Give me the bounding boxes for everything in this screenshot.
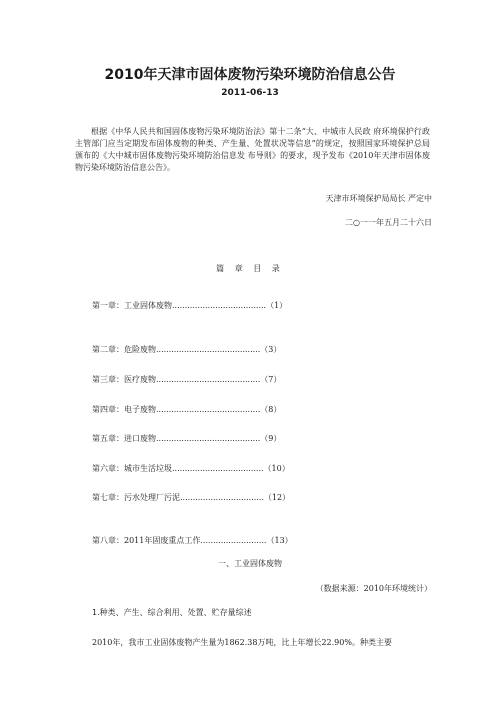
signature-date: 二○一一年五月二十六日: [345, 218, 432, 227]
section-title: 一、工业固体废物: [218, 559, 282, 568]
toc-item-chapter-3: 第三章：医疗废物.........................................（7）: [92, 375, 282, 384]
toc-item-chapter-4: 第四章：电子废物.........................................（8）: [92, 405, 282, 414]
toc-item-chapter-1: 第一章：工业固体废物.....................................（1）: [92, 301, 288, 310]
signature-org: 天津市环境保护局局长 严定中: [325, 194, 432, 203]
toc-item-chapter-2: 第二章：危险废物.........................................（3）: [92, 345, 282, 354]
section-subheading: 1.种类、产生、综合利用、处置、贮存量综述: [92, 608, 252, 617]
intro-paragraph: 根据《中华人民共和国固体废物污染环境防治法》第十二条“大、中城市人民政 府环境保护行政主管部门应当定期发布固体废物的种类、产生量、处置状况等信息”的规定，按照国家环境保护总局颁布的《大中城市固体废物污染环境防治信息发 布导则》的要求，现予发布《2010年天津市固体废物污染环境防治信息公告》。: [75, 127, 430, 172]
page-title: 2010年天津市固体废物污染环境防治信息公告: [104, 67, 396, 83]
toc-item-chapter-7: 第七章：污水处理厂污泥.................................（12）: [92, 493, 291, 502]
toc-item-chapter-6: 第六章：城市生活垃圾....................................（10）: [92, 464, 290, 473]
data-source-note: （数据来源：2010年环境统计）: [315, 584, 432, 593]
toc-item-chapter-5: 第五章：进口废物.........................................（9）: [92, 434, 282, 443]
section-body-text: 2010年，我市工业固体废物产生量为1862.38万吨，比上年增长22.90%。种类主要: [92, 638, 392, 647]
toc-title: 篇 章 目 录: [216, 264, 284, 273]
publish-date: 2011-06-13: [221, 88, 279, 98]
toc-item-chapter-8: 第八章：2011年固废重点工作..........................（13）: [92, 536, 293, 545]
